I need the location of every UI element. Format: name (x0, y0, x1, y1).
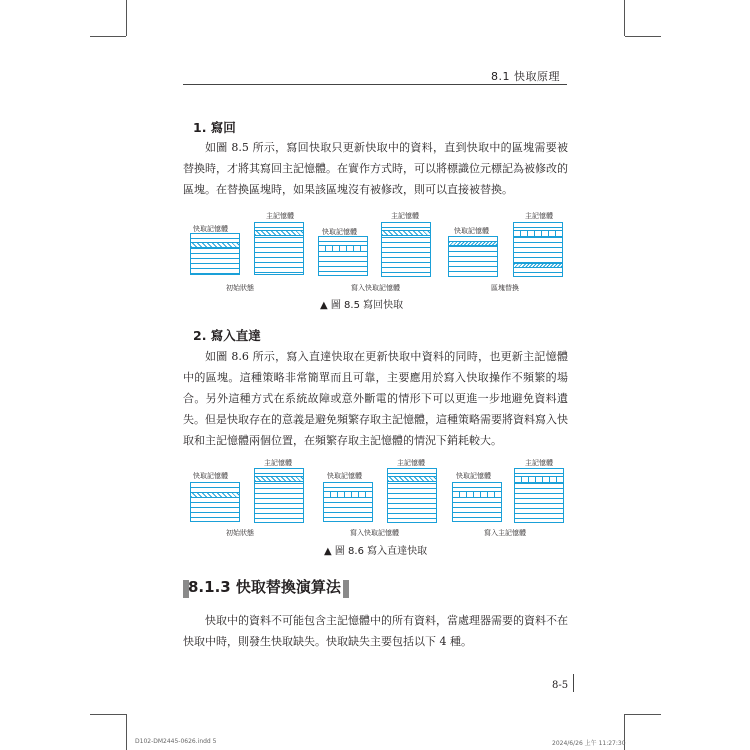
paragraph-writeback: 如圖 8.5 所示，寫回快取只更新快取中的資料，直到快取中的區塊需要被替換時，才將其寫回主記憶體。在實作方式時，可以將標識位元標記為被修改的區塊。在替換區塊時，如果該區塊沒有被修改，則可以直接被替換。 (183, 141, 568, 196)
footer-rule (573, 674, 574, 692)
label-state3: 區塊替換 (491, 284, 519, 292)
dirty-line (190, 242, 240, 248)
memory-line (381, 230, 431, 236)
crop-mark (90, 714, 126, 715)
label-state1: 初始狀態 (226, 284, 254, 292)
slug-timestamp: 2024/6/26 上午 11:27:30 (552, 740, 626, 747)
heading-writethrough: 2. 寫入直達 (193, 328, 261, 343)
cache-block (190, 482, 240, 522)
header-rule (183, 84, 567, 85)
crop-mark (126, 0, 127, 36)
memory-line (387, 476, 437, 482)
cache-block (318, 236, 368, 276)
crop-mark (625, 714, 661, 715)
paragraph-section: 快取中的資料不可能包含主記憶體中的所有資料，當處理器需要的資料不在快取中時，則發生快取缺失。快取缺失主要包括以下 4 種。 (183, 614, 568, 648)
label-cache: 快取記憶體 (322, 228, 357, 236)
label-main: 主記憶體 (525, 459, 553, 467)
replaced-line (448, 241, 498, 246)
label-state2: 寫入快取記憶體 (351, 284, 400, 292)
section-marker-right (343, 580, 349, 598)
heading-writeback: 1. 寫回 (193, 120, 236, 135)
cache-block (452, 482, 502, 522)
slug-filename: D102-DM2445-0626.indd 5 (135, 738, 217, 745)
updated-line (514, 476, 564, 483)
label-main: 主記憶體 (525, 212, 553, 220)
label-cache: 快取記憶體 (456, 472, 491, 480)
label-state1: 初始狀態 (226, 529, 254, 537)
label-state2: 寫入快取記憶體 (350, 529, 399, 537)
written-line (513, 230, 563, 237)
paragraph-writethrough: 如圖 8.6 所示，寫入直達快取在更新快取中資料的同時，也更新主記憶體中的區塊。這種策略非常簡單而且可靠，主要應用於寫入快取操作不頻繁的場合。另外這種方式在系統故障或意外斷電的情形下可以更進一步地避免資料遺失。但是快取存在的意義是避免頻繁存取主記憶體，這種策略需要將資料寫入快取和主記憶體兩個位置，在頻繁存取主記憶體的情況下銷耗較大。 (183, 350, 568, 447)
cache-line (190, 492, 240, 498)
crop-mark (126, 714, 127, 750)
crop-mark (625, 36, 661, 37)
label-main: 主記憶體 (266, 212, 294, 220)
section-title: 8.1.3 快取替換演算法 (188, 578, 341, 596)
memory-line (513, 263, 563, 268)
crop-mark (90, 36, 126, 37)
modified-line (452, 491, 502, 498)
crop-mark (624, 0, 625, 36)
memory-line (254, 230, 304, 236)
figure-caption: ▲ 圖 8.5 寫回快取 (320, 300, 404, 311)
label-state3: 寫入主記憶體 (484, 529, 526, 537)
label-cache: 快取記憶體 (327, 472, 362, 480)
cache-block (323, 482, 373, 522)
modified-line (323, 491, 373, 498)
label-main: 主記憶體 (264, 459, 292, 467)
label-cache: 快取記憶體 (193, 472, 228, 480)
figure-caption: ▲ 圖 8.6 寫入直達快取 (324, 546, 428, 557)
running-header: 8.1 快取原理 (491, 70, 560, 83)
label-cache: 快取記憶體 (454, 227, 489, 235)
modified-line (318, 245, 368, 252)
cache-block (190, 233, 240, 275)
label-main: 主記憶體 (397, 459, 425, 467)
label-cache: 快取記憶體 (193, 225, 228, 233)
memory-line (254, 476, 304, 482)
page-number: 8-5 (552, 680, 569, 691)
label-main: 主記憶體 (391, 212, 419, 220)
